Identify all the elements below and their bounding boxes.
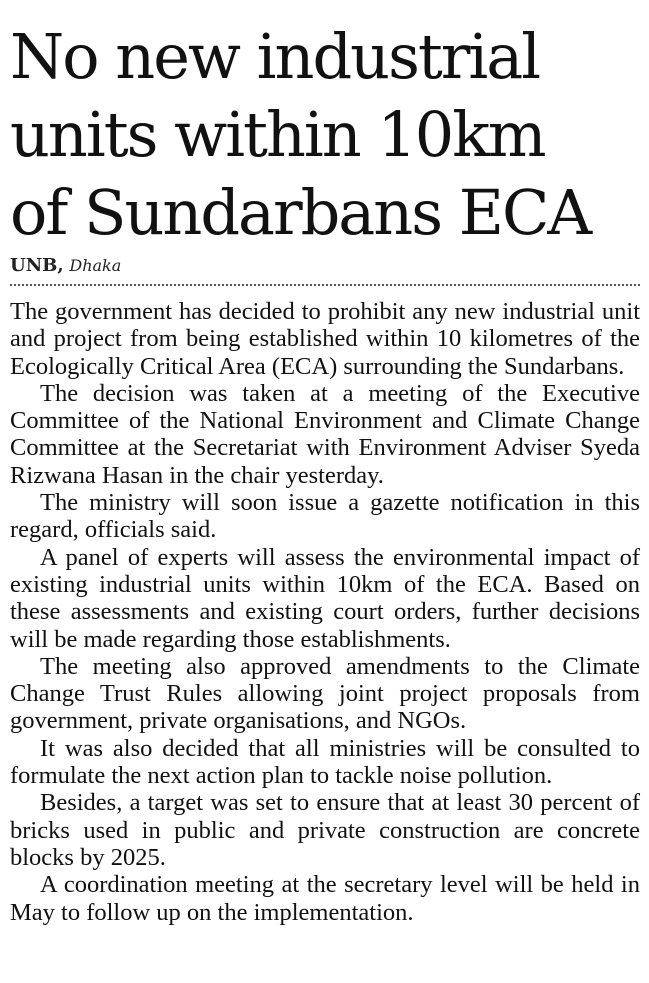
headline-line-2: units within 10km bbox=[10, 98, 545, 171]
paragraph-3: The ministry will soon issue a gazette notification in this regard, officials said. bbox=[10, 489, 640, 544]
article-body bbox=[10, 298, 640, 926]
paragraph-7: Besides, a target was set to ensure that at least 30 percent of bricks used in public and private construction are concrete blocks by 2025. bbox=[10, 789, 640, 871]
paragraph-4: A panel of experts will assess the environmental impact of existing industrial units within 10km of the ECA. Based on these assessments and existing court orders, further decisions will be made regarding those establishments. bbox=[10, 543, 640, 653]
headline-line-3: of Sundarbans ECA bbox=[10, 176, 591, 249]
byline-agency: UNB, bbox=[10, 255, 64, 276]
article-headline bbox=[10, 18, 640, 252]
byline-place: Dhaka bbox=[69, 256, 122, 275]
paragraph-8: A coordination meeting at the secretary level will be held in May to follow up on the implementation. bbox=[10, 871, 640, 926]
paragraph-1: The government has decided to prohibit any new industrial unit and project from being established within 10 kilometres of the Ecologically Critical Area (ECA) surrounding the Sundarbans. bbox=[10, 298, 640, 380]
paragraph-5: The meeting also approved amendments to the Climate Change Trust Rules allowing joint project proposals from government, private organisations, and NGOs. bbox=[10, 652, 640, 735]
paragraph-6: It was also decided that all ministries will be consulted to formulate the next action plan to tackle noise pollution. bbox=[10, 734, 640, 790]
dotted-divider bbox=[10, 284, 640, 286]
headline-line-1: No new industrial bbox=[10, 20, 540, 93]
byline bbox=[10, 254, 640, 278]
news-article bbox=[10, 18, 640, 926]
paragraph-2: The decision was taken at a meeting of the Executive Committee of the National Environment and Climate Change Committee at the Secretariat with Environment Adviser Syeda Rizwana Hasan in the chair yesterday. bbox=[10, 379, 640, 489]
